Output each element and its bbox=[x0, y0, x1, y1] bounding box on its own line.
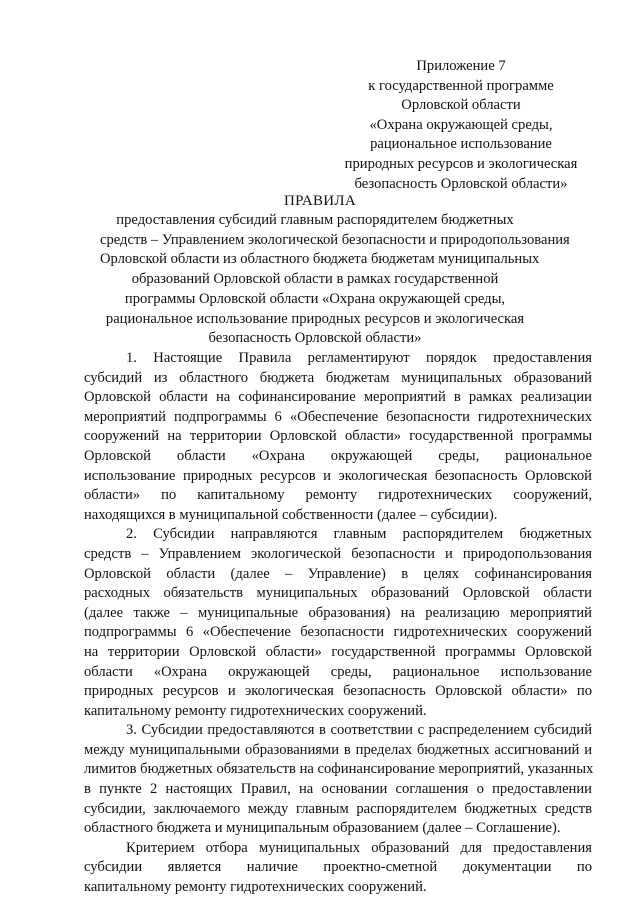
paragraph-line: 1. Настоящие Правила регламентируют порядок предоставления bbox=[126, 350, 592, 366]
paragraph-line: сооружений на территории Орловской области» государственной программы bbox=[84, 428, 592, 445]
paragraph-line: 3. Субсидии предоставляются в соответствии с распределением субсидий bbox=[126, 722, 592, 739]
paragraph-line: Критерием отбора муниципальных образований для предоставления bbox=[126, 839, 592, 856]
annex-line: природных ресурсов и экологическая bbox=[344, 155, 578, 172]
paragraph-line: области «Охрана окружающей среды, рациональное использование bbox=[84, 663, 592, 680]
paragraph-line: использование природных ресурсов и экологическая безопасность Орловской bbox=[84, 467, 592, 484]
paragraph-line: субсидии является наличие проектно-сметной документации по bbox=[84, 859, 592, 876]
subtitle-line: средств – Управлением экологической безопасности и природопользования bbox=[100, 231, 570, 248]
annex-line: безопасность Орловской области» bbox=[354, 175, 568, 192]
paragraph-line: расходных обязательств муниципальных образований Орловской области bbox=[84, 585, 592, 602]
paragraph-line: на территории Орловской области» государственной программы Орловской bbox=[84, 643, 592, 660]
annex-line: Приложение 7 bbox=[416, 58, 506, 74]
document-subtitle bbox=[100, 211, 570, 349]
paragraph-line: Орловской области (далее – Управление) в целях софинансирования bbox=[84, 565, 592, 582]
annex-header bbox=[330, 57, 592, 194]
document-body bbox=[84, 349, 592, 898]
paragraph-line: области» по капитальному ремонту гидротехнических сооружений, bbox=[84, 487, 592, 504]
paragraph-3 bbox=[84, 721, 592, 839]
paragraph-line: капитальному ремонту гидротехнических сооружений. bbox=[84, 702, 427, 719]
paragraph-line: подпрограммы 6 «Обеспечение безопасности гидротехнических сооружений bbox=[84, 624, 592, 641]
subtitle-line: предоставления субсидий главным распорядителем бюджетных bbox=[116, 212, 514, 228]
paragraph-line: (далее также – муниципальные образования) на реализацию мероприятий bbox=[84, 604, 592, 621]
document-title: ПРАВИЛА bbox=[283, 193, 357, 209]
paragraph-line: областного бюджета и муниципальным образованием (далее – Соглашение). bbox=[84, 820, 561, 837]
annex-line: Орловской области bbox=[401, 97, 521, 114]
annex-line: к государственной программе bbox=[368, 77, 554, 94]
subtitle-line: Орловской области из областного бюджета бюджетам муниципальных bbox=[100, 251, 540, 268]
paragraph-line: мероприятий подпрограммы 6 «Обеспечение безопасности гидротехнических bbox=[84, 408, 592, 425]
paragraph-line: природных ресурсов и экологическая безопасность Орловской области» по bbox=[84, 683, 592, 700]
paragraph-1 bbox=[84, 349, 592, 525]
paragraph-line: лимитов бюджетных обязательств на софинансирование мероприятий, указанных bbox=[84, 761, 594, 778]
subtitle-line: безопасность Орловской области» bbox=[208, 330, 422, 347]
paragraph-line: между муниципальными образованиями в пределах бюджетных ассигнований и bbox=[84, 741, 592, 758]
subtitle-line: образований Орловской области в рамках государственной bbox=[131, 271, 499, 288]
paragraph-line: в пункте 2 настоящих Правил, на основании соглашения о предоставлении bbox=[84, 781, 592, 798]
subtitle-line: программы Орловской области «Охрана окружающей среды, bbox=[124, 290, 506, 307]
paragraph-line: капитальному ремонту гидротехнических сооружений. bbox=[84, 879, 427, 896]
paragraph-line: субсидий из областного бюджета бюджетам муниципальных образований bbox=[84, 369, 592, 386]
paragraph-line: находящихся в муниципальной собственности (далее – субсидии). bbox=[84, 506, 498, 523]
paragraph-line: Орловской области «Охрана окружающей среды, рациональное bbox=[84, 447, 592, 464]
paragraph-4 bbox=[84, 839, 592, 898]
paragraph-line: Орловской области на софинансирование мероприятий в рамках реализации bbox=[84, 389, 592, 406]
annex-line: «Охрана окружающей среды, bbox=[369, 116, 553, 133]
annex-line: рациональное использование bbox=[370, 136, 552, 153]
paragraph-2 bbox=[84, 525, 592, 721]
paragraph-line: субсидии, заключаемого между главным распорядителем бюджетных средств bbox=[84, 800, 592, 817]
paragraph-line: 2. Субсидии направляются главным распорядителем бюджетных bbox=[126, 526, 592, 543]
paragraph-line: средств – Управлением экологической безопасности и природопользования bbox=[84, 545, 592, 562]
subtitle-line: рациональное использование природных ресурсов и экологическая bbox=[105, 310, 525, 327]
